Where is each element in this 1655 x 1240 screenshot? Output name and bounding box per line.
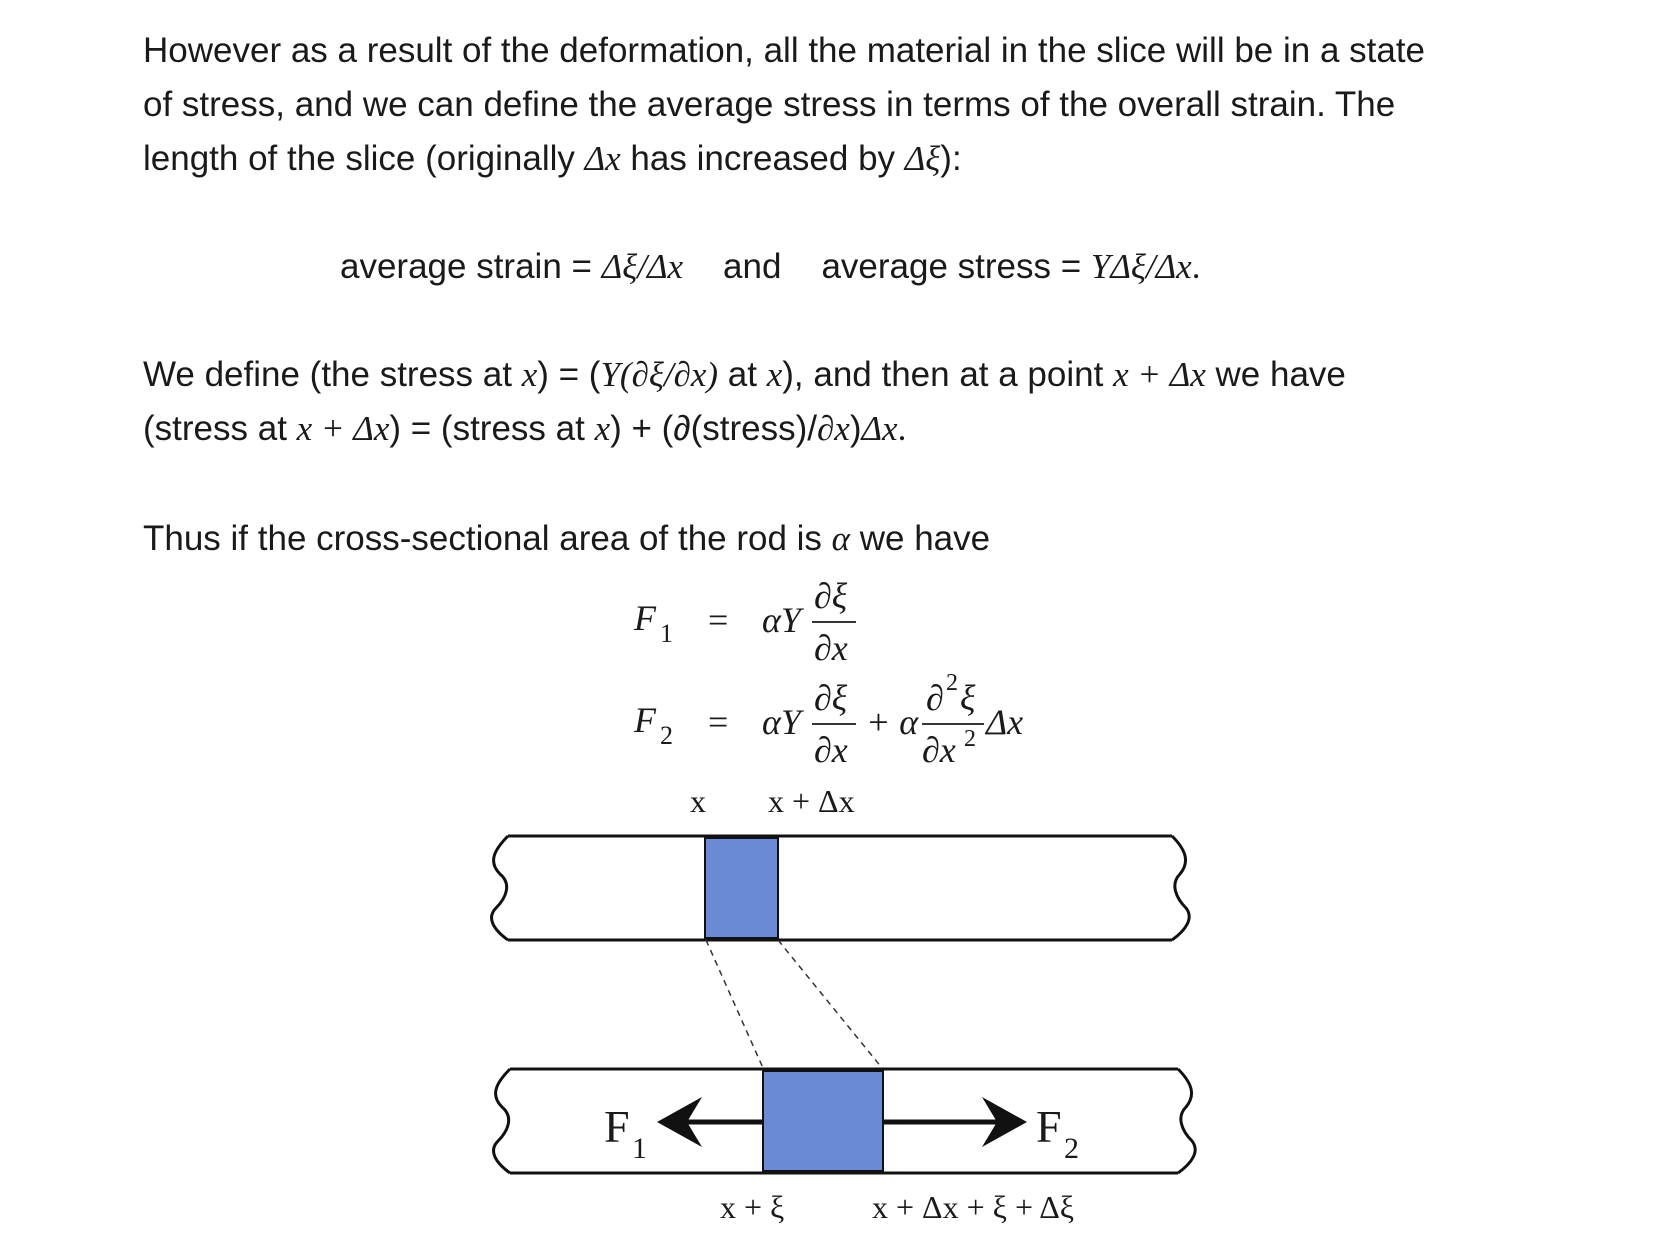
strain-expr: Δξ/Δx <box>601 247 684 286</box>
label-x: x <box>690 783 706 819</box>
p3-var-alpha: α <box>831 519 851 558</box>
p1-line3-mid: has increased by <box>620 139 905 178</box>
label-x-plus-dx-xi-dxi: x + Δx + ξ + Δξ <box>872 1189 1075 1225</box>
p3-text: Thus if the cross-sectional area of the rod is <box>143 519 832 558</box>
f1-num: ∂ξ <box>814 576 848 616</box>
lower-rod-left-break <box>494 1069 510 1173</box>
f2-subscript: 2 <box>660 721 673 750</box>
p3-suffix: we have <box>850 519 991 558</box>
p2-l2-f: ∂x <box>816 409 850 448</box>
p2-l2-b: x + Δx <box>296 409 390 448</box>
f2-symbol: F <box>634 700 656 740</box>
f2-second-den-a: ∂x <box>922 730 956 770</box>
force-f2-label: F <box>1036 1101 1062 1152</box>
p1-line3-prefix: length of the slice (originally <box>143 139 585 178</box>
strain-label: average strain = <box>340 247 602 286</box>
stress-end-period: . <box>1191 247 1201 286</box>
p1-line2: of stress, and we can define the average stress in terms of the overall strain. The <box>143 85 1396 124</box>
f1-symbol: F <box>634 598 656 638</box>
upper-rod <box>492 836 1190 940</box>
p2-l1-f: x <box>766 355 783 394</box>
p2-l1-g: ), and then at a point <box>782 355 1114 394</box>
f2-coeff: αY <box>762 702 801 742</box>
p2-l2-d: x <box>594 409 611 448</box>
f2-second-num-a: ∂ <box>926 678 944 718</box>
p1-line3-suffix: ): <box>940 139 962 178</box>
f2-equals: = <box>708 702 729 742</box>
p2-l1-c: ) = ( <box>537 355 601 394</box>
f1-den: ∂x <box>814 628 848 668</box>
p1-line1: However as a result of the deformation, all the material in the slice will be in a state <box>143 31 1426 70</box>
upper-rod-left-break <box>492 836 508 940</box>
f1-subscript: 1 <box>660 619 673 648</box>
conjunction-and: and <box>723 247 782 286</box>
p2-l1-a: We define (the stress at <box>143 355 522 394</box>
p1-var-delta-x: Δx <box>584 139 621 178</box>
force-f1-label: F <box>604 1101 630 1152</box>
p2-l2-c: ) = (stress at <box>389 409 595 448</box>
p2-l1-d: Y(∂ξ/∂x) <box>600 355 719 394</box>
p2-l2-g: ) <box>849 409 862 448</box>
p2-l2-h: Δx <box>861 409 898 448</box>
p2-l2-e: ) + (∂(stress)/ <box>610 409 817 448</box>
f2-second-num-b: ξ <box>960 678 976 718</box>
f2-delta-x: Δx <box>986 702 1024 742</box>
force-f1-subscript: 1 <box>632 1132 647 1165</box>
lower-rod <box>494 1069 1196 1173</box>
p2-l1-e: at <box>718 355 767 394</box>
p2-l2-a: (stress at <box>143 409 297 448</box>
projection-left <box>706 940 763 1068</box>
upper-slice <box>705 838 778 938</box>
upper-rod-right-break <box>1172 836 1189 940</box>
p1-var-delta-xi: Δξ <box>904 139 941 178</box>
f2-second-num-sup: 2 <box>946 670 958 696</box>
lower-slice <box>763 1071 883 1171</box>
p2-l1-i: we have <box>1205 355 1346 394</box>
f2-den: ∂x <box>814 730 848 770</box>
f2-plus-alpha: + α <box>866 702 919 742</box>
lower-rod-right-break <box>1178 1069 1195 1173</box>
projection-right <box>778 940 882 1068</box>
force-f2-subscript: 2 <box>1064 1132 1079 1165</box>
f2-second-den-sup: 2 <box>964 726 976 752</box>
label-x-plus-dx: x + Δx <box>768 783 855 819</box>
f1-equals: = <box>708 600 729 640</box>
p2-l1-h: x + Δx <box>1113 355 1206 394</box>
label-x-plus-xi: x + ξ <box>720 1189 785 1225</box>
p2-l2-i: . <box>897 409 907 448</box>
f1-coeff: αY <box>762 600 801 640</box>
stress-expr: YΔξ/Δx <box>1090 247 1192 286</box>
stress-label: average stress = <box>821 247 1091 286</box>
f2-num: ∂ξ <box>814 678 848 718</box>
p2-l1-b: x <box>521 355 538 394</box>
